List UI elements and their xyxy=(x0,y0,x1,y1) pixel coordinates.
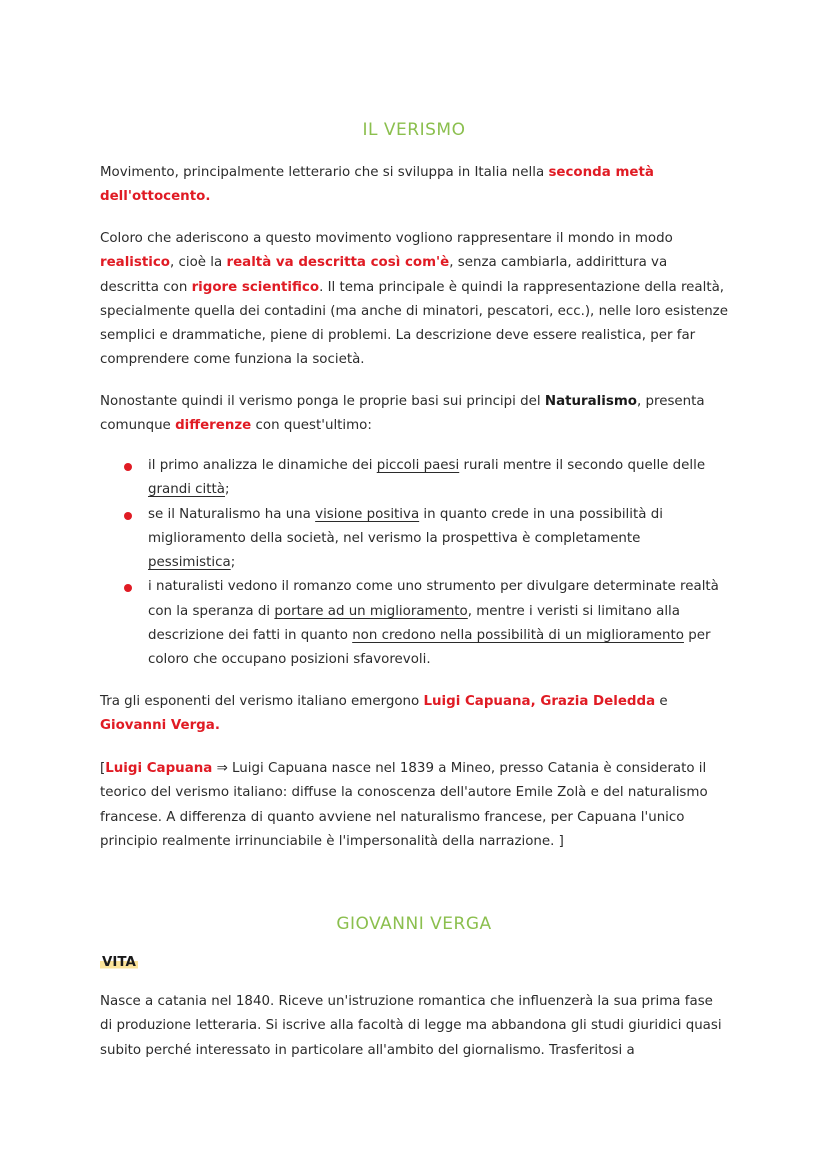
bullet-dot-icon xyxy=(124,584,132,592)
underlined-text: non credono nella possibilità di un miglioramento xyxy=(352,628,684,644)
underlined-text: piccoli paesi xyxy=(376,458,460,473)
text-span: , senza cambiarla, addirittura va descritta con xyxy=(100,255,668,295)
underlined-text: pessimistica xyxy=(148,555,231,571)
bullet-dot-icon xyxy=(124,463,132,471)
text-span: se il Naturalismo ha una xyxy=(148,506,316,522)
text-span: ⇒ Luigi Capuana nasce nel 1839 a Mineo, presso Catania è considerato il teorico del verismo italiano: diffuse la conoscenza dell'autore Emile Zolà e del naturalismo francese. A differenza di quanto avviene nel naturalismo francese, per Capuana l'unico principio realmente irrinunciabile è l'impersonalità della narrazione. ] xyxy=(100,761,708,849)
highlight-red: seconda metà dell'ottocento xyxy=(100,165,654,205)
highlight-red: Luigi Capuana xyxy=(423,694,531,709)
text-span: , mentre i veristi si limitano alla descrizione dei fatti in quanto xyxy=(148,603,680,644)
text-span: ; xyxy=(224,482,230,498)
text-span: . Il tema principale è quindi la rappresentazione della realtà, specialmente quella dei contadini (ma anche di minatori, pescatori, ecc.), nelle loro esistenze semplici e drammatiche, piene di problemi. La descrizione deve essere realistica, per far comprendere come funziona la società. xyxy=(100,279,728,368)
list-item xyxy=(100,503,728,576)
naturalism-paragraph xyxy=(100,390,728,439)
text-span: e xyxy=(655,694,668,709)
text-span: con quest'ultimo: xyxy=(251,418,372,434)
underlined-text: grandi città xyxy=(148,482,225,498)
highlight-red: Grazia Deledda xyxy=(540,694,656,709)
underlined-text: portare ad un miglioramento xyxy=(274,603,468,619)
text-span: Coloro che aderiscono a questo movimento vogliono rappresentare il mondo in modo xyxy=(100,231,673,246)
text-span: per coloro che occupano posizioni sfavorevoli. xyxy=(148,628,711,668)
highlight-red: rigore scientifico xyxy=(191,279,320,295)
text-span: i naturalisti vedono il romanzo come uno strumento per divulgare determinate realtà con la speranza di xyxy=(148,579,719,619)
text-span: il primo analizza le dinamiche dei xyxy=(148,458,377,473)
highlight-red: Luigi Capuana xyxy=(105,761,213,776)
list-item xyxy=(100,575,728,672)
highlight-red: realistico xyxy=(100,255,171,271)
bullet-dot-icon xyxy=(124,512,132,520)
text-span: Tra gli esponenti del verismo italiano emergono xyxy=(100,694,424,709)
text-span: rurali mentre il secondo quelle delle xyxy=(459,458,706,473)
text-span: [ xyxy=(100,761,106,776)
text-span: Movimento, principalmente letterario che si sviluppa in Italia nella xyxy=(100,165,549,180)
exponents-paragraph xyxy=(100,690,728,739)
page-title: IL VERISMO xyxy=(362,120,466,140)
text-span: . xyxy=(214,718,220,734)
highlight-red: realtà va descritta così com'è xyxy=(226,255,450,271)
capuana-note xyxy=(100,757,728,854)
highlight-red: differenze xyxy=(175,418,252,434)
highlight-bold: Naturalismo xyxy=(544,394,637,409)
definition-paragraph xyxy=(100,227,728,373)
vita-paragraph: Nasce a catania nel 1840. Riceve un'istruzione romantica che influenzerà la sua prima fase di produzione letteraria. Si iscrive alla facoltà di legge ma abbandona gli studi giuridici quasi subito perché interessato in particolare all'ambito del giornalismo. Trasferitosi a xyxy=(100,994,722,1058)
text-span: , presenta comunque xyxy=(100,394,705,434)
underlined-text: visione positiva xyxy=(315,506,420,522)
text-span: , cioè la xyxy=(170,255,227,271)
text-span: , xyxy=(530,694,541,709)
text-span: . xyxy=(205,189,211,205)
text-span: ; xyxy=(230,555,236,571)
list-item xyxy=(100,454,728,503)
highlight-red: Giovanni Verga xyxy=(100,718,215,734)
subsection-heading: VITA xyxy=(102,955,136,970)
differences-list xyxy=(100,454,728,673)
text-span: in quanto crede in una possibilità di miglioramento della società, nel verismo la prospettiva è completamente xyxy=(148,506,663,546)
text-span: Nonostante quindi il verismo ponga le proprie basi sui principi del xyxy=(100,394,545,409)
section-title: GIOVANNI VERGA xyxy=(336,914,492,934)
intro-paragraph xyxy=(100,161,728,210)
